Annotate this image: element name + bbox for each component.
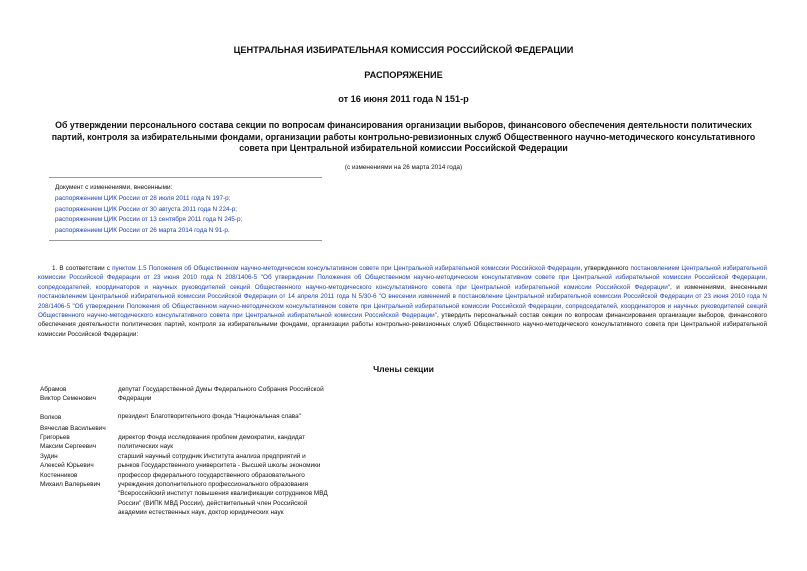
member-name: Абрамов Виктор Семенович	[40, 386, 96, 403]
org-name: ЦЕНТРАЛЬНАЯ ИЗБИРАТЕЛЬНАЯ КОМИССИЯ РОССИЙСКОЙ ФЕДЕРАЦИИ	[233, 45, 574, 55]
resolution-link-2010[interactable]: постановлением Центральной избирательной комиссии Российской Федерации от 23 июня 2010 года N 208/1406-5 "Об утверждении Положения об Общественном научно-методическом консультативном совете при Центральной избирательной комиссии Российской Федерации, сопредседателей, координаторов и научных руководителей секций Общественного научно-методического консультативного совета при Центральной избирательной комиссии Российской Федерации"	[38, 265, 767, 291]
doc-box-top-rule	[49, 177, 322, 178]
member-position: президент Благотворительного фонда "Национальная слава"	[118, 413, 301, 420]
member-name: Костенников Михаил Валерьевич	[40, 472, 101, 489]
amendments-heading: Документ с изменениями, внесенными:	[55, 184, 173, 191]
member-position: депутат Государственной Думы Федерального Собрания Российской Федерации	[118, 386, 324, 403]
member-position: директор Фонда исследования проблем демократии, кандидат политических наук	[118, 434, 306, 451]
changes-note: (с изменениями на 26 марта 2014 года)	[344, 164, 463, 171]
amendment-link-1[interactable]: распоряжением ЦИК России от 28 июля 2011 года N 197-р;	[55, 194, 231, 202]
paragraph-text-2: , утвержденного	[580, 265, 631, 272]
member-position: профессор федерального государственного образовательного учреждения дополнительного профессионального образования "Всероссийский институт повышения квалификации сотрудников МВД России" (ВИПК МВД России), действительный член Российской академии естественных наук, доктор юридических наук	[118, 472, 328, 516]
amendments-box	[55, 183, 325, 237]
paragraph-text-1: 1. В соответствии с	[52, 265, 113, 272]
members-title: Члены секции	[373, 364, 434, 374]
doc-box-bottom-rule	[49, 240, 322, 241]
document-date: от 16 июня 2011 года N 151-р	[338, 94, 469, 104]
regulation-link[interactable]: пунктом 1.5 Положения об Общественном научно-методическом консультативном совете при Центральной избирательной комиссии Российской Федерации	[112, 265, 581, 272]
resolution-link-2011[interactable]: постановлением Центральной избирательной комиссии Российской Федерации от 14 апреля 2011 года N 5/30-6 "О внесении изменений в постановление Центральной избирательной комиссии Российской Федерации от 23 июня 2010 года N 208/1406-5 "Об утверждении Положения об Общественном научно-методическом консультативном совете при Центральной избирательной комиссии Российской Федерации, сопредседателей, координаторов и научных руководителей секций Общественного научно-методического консультативного совета при Центральной избирательной комиссии Российской Федерации"	[38, 293, 767, 320]
amendment-link-4[interactable]: распоряжением ЦИК России от 26 марта 2014 года N 91-р.	[55, 227, 230, 235]
member-position: старший научный сотрудник Института анализа предприятий и рынков Государственного университета - Высшей школы экономики	[118, 453, 321, 470]
amendment-link-2[interactable]: распоряжением ЦИК России от 30 августа 2011 года N 224-р;	[55, 205, 238, 213]
document-title: Об утверждении персонального состава секции по вопросам финансирования организации выборов, финансового обеспечения деятельности политических партий, контроля за избирательными фондами, организации работы контрольно-ревизионных служб Общественного научно-методического консультативного совета при Центральной избирательной комиссии Российской Федерации	[51, 120, 756, 154]
member-name: Зудин Алексей Юрьевич	[40, 453, 94, 470]
paragraph-text-3: , и изменениями, внесенными	[670, 283, 767, 291]
document-type: РАСПОРЯЖЕНИЕ	[364, 70, 443, 80]
member-name: Григорьев Максим Сергеевич	[40, 434, 97, 451]
paragraph-text-4: , утвердить персональный состав секции по вопросам финансирования организации выборов, финансового обеспечения деятельности политических партий, контроля за избирательными фондами, организации работы контрольно-ревизионных служб Общественного научно-методического консультативного совета при Центральной избирательной комиссии Российской Федерации:	[38, 312, 767, 338]
amendment-link-3[interactable]: распоряжением ЦИК России от 13 сентября 2011 года N 245-р;	[55, 216, 243, 224]
main-paragraph	[38, 264, 767, 339]
member-name: Волков Вячеслав Васильевич	[40, 414, 106, 432]
